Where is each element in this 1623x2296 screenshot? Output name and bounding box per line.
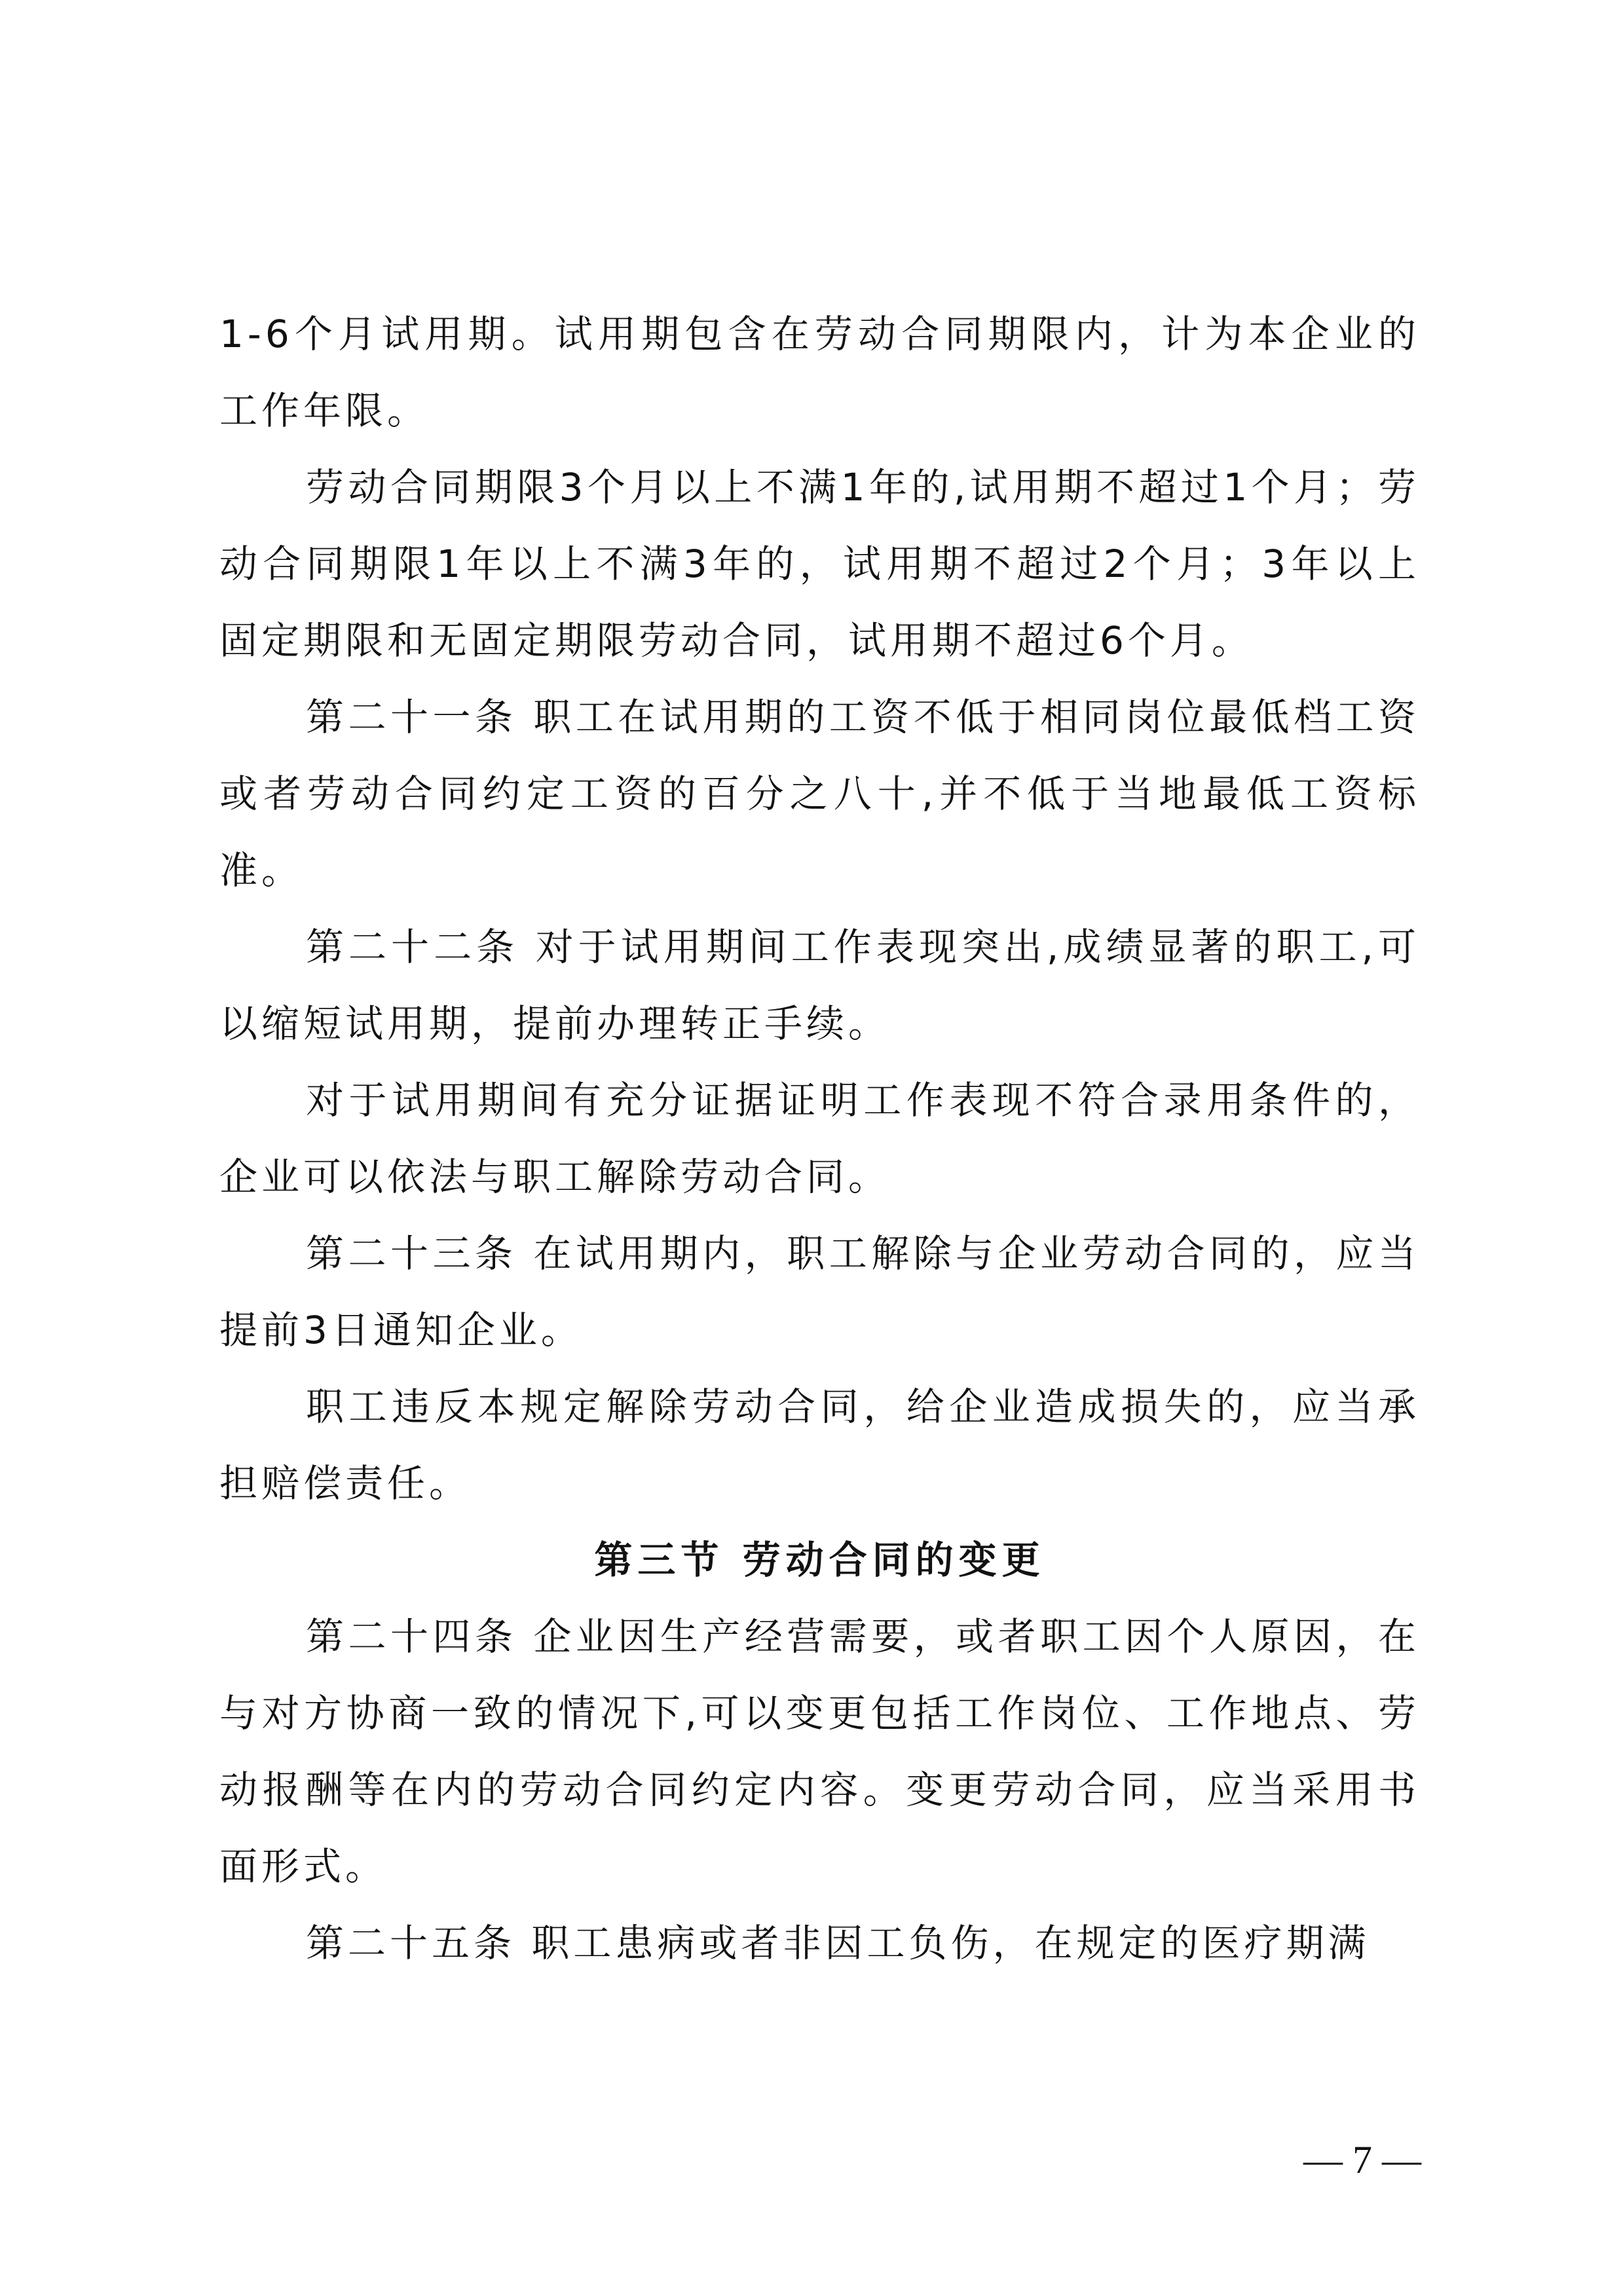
section-title: 第三节 劳动合同的变更 [594, 1538, 1045, 1582]
paragraph-probation-limits: 劳动合同期限3个月以上不满1年的,试用期不超过1个月；劳动合同期限1年以上不满3年的，试用期不超过2个月；3年以上固定期限和无固定期限劳动合同，试用期不超过6个月。 [219, 465, 1420, 663]
page-number: — 7 — [1303, 2138, 1421, 2181]
article-25: 第二十五条 职工患病或者非因工负伤，在规定的医疗期满 [306, 1921, 1370, 1965]
body-text [219, 296, 1420, 1982]
article-23: 第二十三条 在试用期内，职工解除与企业劳动合同的，应当提前3日通知企业。 [219, 1231, 1420, 1352]
article-21: 第二十一条 职工在试用期的工资不低于相同岗位最低档工资或者劳动合同约定工资的百分之八十,并不低于当地最低工资标准。 [219, 695, 1420, 893]
article-24: 第二十四条 企业因生产经营需要，或者职工因个人原因，在与对方协商一致的情况下,可以变更包括工作岗位、工作地点、劳动报酬等在内的劳动合同约定内容。变更劳动合同，应当采用书面形式。 [219, 1614, 1420, 1889]
paragraph-probation-continuation: 1-6个月试用期。试用期包含在劳动合同期限内，计为本企业的工作年限。 [219, 312, 1420, 433]
article-22: 第二十二条 对于试用期间工作表现突出,成绩显著的职工,可以缩短试用期，提前办理转正手续。 [219, 925, 1420, 1046]
paragraph-compensation-liability: 职工违反本规定解除劳动合同，给企业造成损失的，应当承担赔偿责任。 [219, 1384, 1420, 1506]
paragraph-termination-probation: 对于试用期间有充分证据证明工作表现不符合录用条件的，企业可以依法与职工解除劳动合同。 [219, 1078, 1420, 1199]
